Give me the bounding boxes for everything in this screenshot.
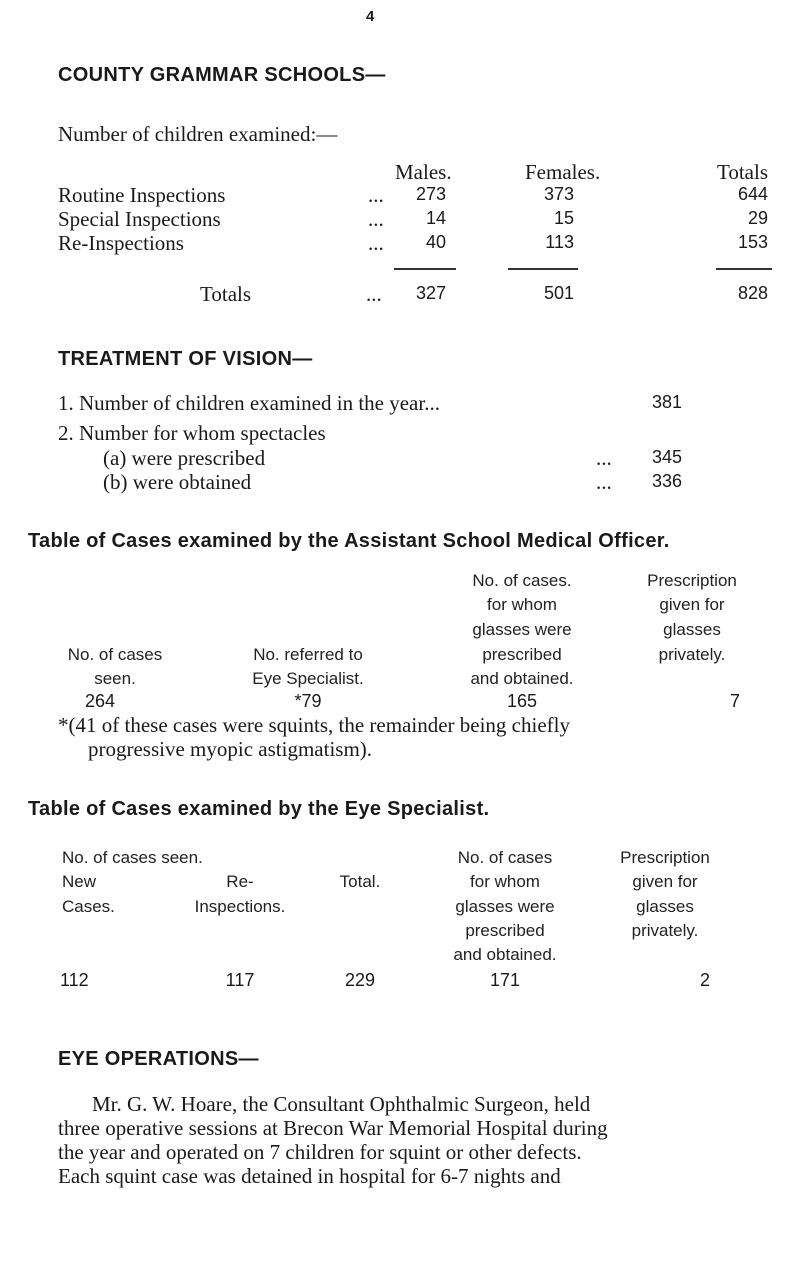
col-header-line: Prescription: [647, 571, 737, 590]
row-dots: ...: [368, 207, 384, 231]
col-header-line: Eye Specialist.: [252, 669, 364, 688]
vision-heading: TREATMENT OF VISION—: [58, 348, 313, 370]
cell-totals: 644: [737, 184, 768, 204]
col-header-line: for whom: [487, 595, 557, 614]
cell-females: 113: [545, 232, 574, 252]
row-label: Re-Inspections: [58, 231, 184, 255]
grammar-heading: COUNTY GRAMMAR SCHOOLS—: [58, 64, 386, 86]
cell-males: 273: [415, 184, 446, 204]
vision-item-1-value: 381: [652, 392, 683, 412]
value-private: 2: [699, 970, 710, 990]
vision-item-2: 2. Number for whom spectacles: [58, 421, 326, 445]
col-header-line: Cases.: [62, 897, 115, 916]
col-header-line: glasses: [636, 897, 694, 916]
totals-label: Totals: [200, 282, 252, 306]
col-header-line: prescribed: [482, 645, 562, 664]
footnote: progressive myopic astigmatism).: [88, 737, 373, 761]
specialist-heading: Table of Cases examined by the Eye Specialist.: [28, 798, 490, 820]
cell-males: 14: [425, 208, 446, 228]
row-label: Routine Inspections: [58, 183, 226, 207]
col-header-line: and obtained.: [453, 945, 557, 964]
page-number: 4: [366, 8, 375, 25]
operations-heading: EYE OPERATIONS—: [58, 1048, 259, 1070]
col-females: Females.: [525, 160, 601, 184]
row-dots: ...: [596, 470, 612, 494]
sum-rule: [394, 268, 456, 270]
sum-rule: [508, 268, 578, 270]
col-header-line: Prescription: [620, 848, 710, 867]
paragraph-line: the year and operated on 7 children for squint or other defects.: [58, 1140, 582, 1164]
row-dots: ...: [368, 231, 384, 255]
col-header-line: privately.: [658, 645, 726, 664]
sum-rule: [716, 268, 772, 270]
vision-item-2a: (a) were prescribed: [103, 446, 266, 470]
vision-item-2b-value: 336: [652, 471, 683, 491]
row-dots: ...: [368, 183, 384, 207]
grammar-subheading: Number of children examined:—: [58, 122, 338, 146]
value-re: 117: [225, 970, 255, 990]
total-females: 501: [543, 283, 574, 303]
col-header-line: No. of cases.: [472, 571, 572, 590]
col-header-line: given for: [632, 872, 698, 891]
col-header-line: glasses: [663, 620, 721, 639]
col-header-line: given for: [659, 595, 725, 614]
footnote: *(41 of these cases were squints, the remainder being chiefly: [58, 713, 570, 737]
col-header-line: for whom: [470, 872, 540, 891]
col-header-line: No. referred to: [253, 645, 363, 664]
vision-item-1: 1. Number of children examined in the year...: [58, 391, 440, 415]
value-cases-seen: 264: [84, 691, 116, 711]
group-header: No. of cases seen.: [62, 848, 203, 867]
col-header-line: seen.: [94, 669, 136, 688]
cell-males: 40: [425, 232, 446, 252]
row-dots: ...: [596, 446, 612, 470]
value-prescribed: 165: [506, 691, 538, 711]
cell-totals: 29: [747, 208, 768, 228]
vision-item-2b: (b) were obtained: [103, 470, 252, 494]
cell-females: 15: [553, 208, 574, 228]
col-header-line: New: [62, 872, 97, 891]
value-referred: *79: [294, 691, 322, 711]
col-header-line: No. of cases: [457, 848, 553, 867]
col-totals: Totals: [716, 160, 768, 184]
assistant-heading: Table of Cases examined by the Assistant School Medical Officer.: [28, 530, 670, 552]
col-header-line: Re-: [226, 872, 254, 891]
paragraph-line: Each squint case was detained in hospital for 6-7 nights and: [58, 1164, 561, 1188]
value-new: 112: [60, 970, 89, 990]
row-label: Special Inspections: [58, 207, 221, 231]
row-dots: ...: [366, 282, 382, 306]
col-header-line: and obtained.: [470, 669, 574, 688]
col-header-line: glasses were: [472, 620, 572, 639]
cell-totals: 153: [737, 232, 768, 252]
total-males: 327: [415, 283, 446, 303]
col-header-line: prescribed: [465, 921, 545, 940]
value-private: 7: [729, 691, 740, 711]
col-header-line: glasses were: [455, 897, 555, 916]
col-header-line: Inspections.: [194, 897, 286, 916]
value-prescribed: 171: [489, 970, 521, 990]
value-total: 229: [344, 970, 376, 990]
cell-females: 373: [543, 184, 574, 204]
paragraph-line: Mr. G. W. Hoare, the Consultant Ophthalmic Surgeon, held: [92, 1092, 591, 1116]
col-header-line: No. of cases: [67, 645, 163, 664]
paragraph-line: three operative sessions at Brecon War Memorial Hospital during: [58, 1116, 608, 1140]
col-males: Males.: [395, 160, 452, 184]
total-totals: 828: [737, 283, 768, 303]
vision-item-2a-value: 345: [652, 447, 683, 467]
col-header-line: Total.: [339, 872, 381, 891]
col-header-line: privately.: [631, 921, 699, 940]
